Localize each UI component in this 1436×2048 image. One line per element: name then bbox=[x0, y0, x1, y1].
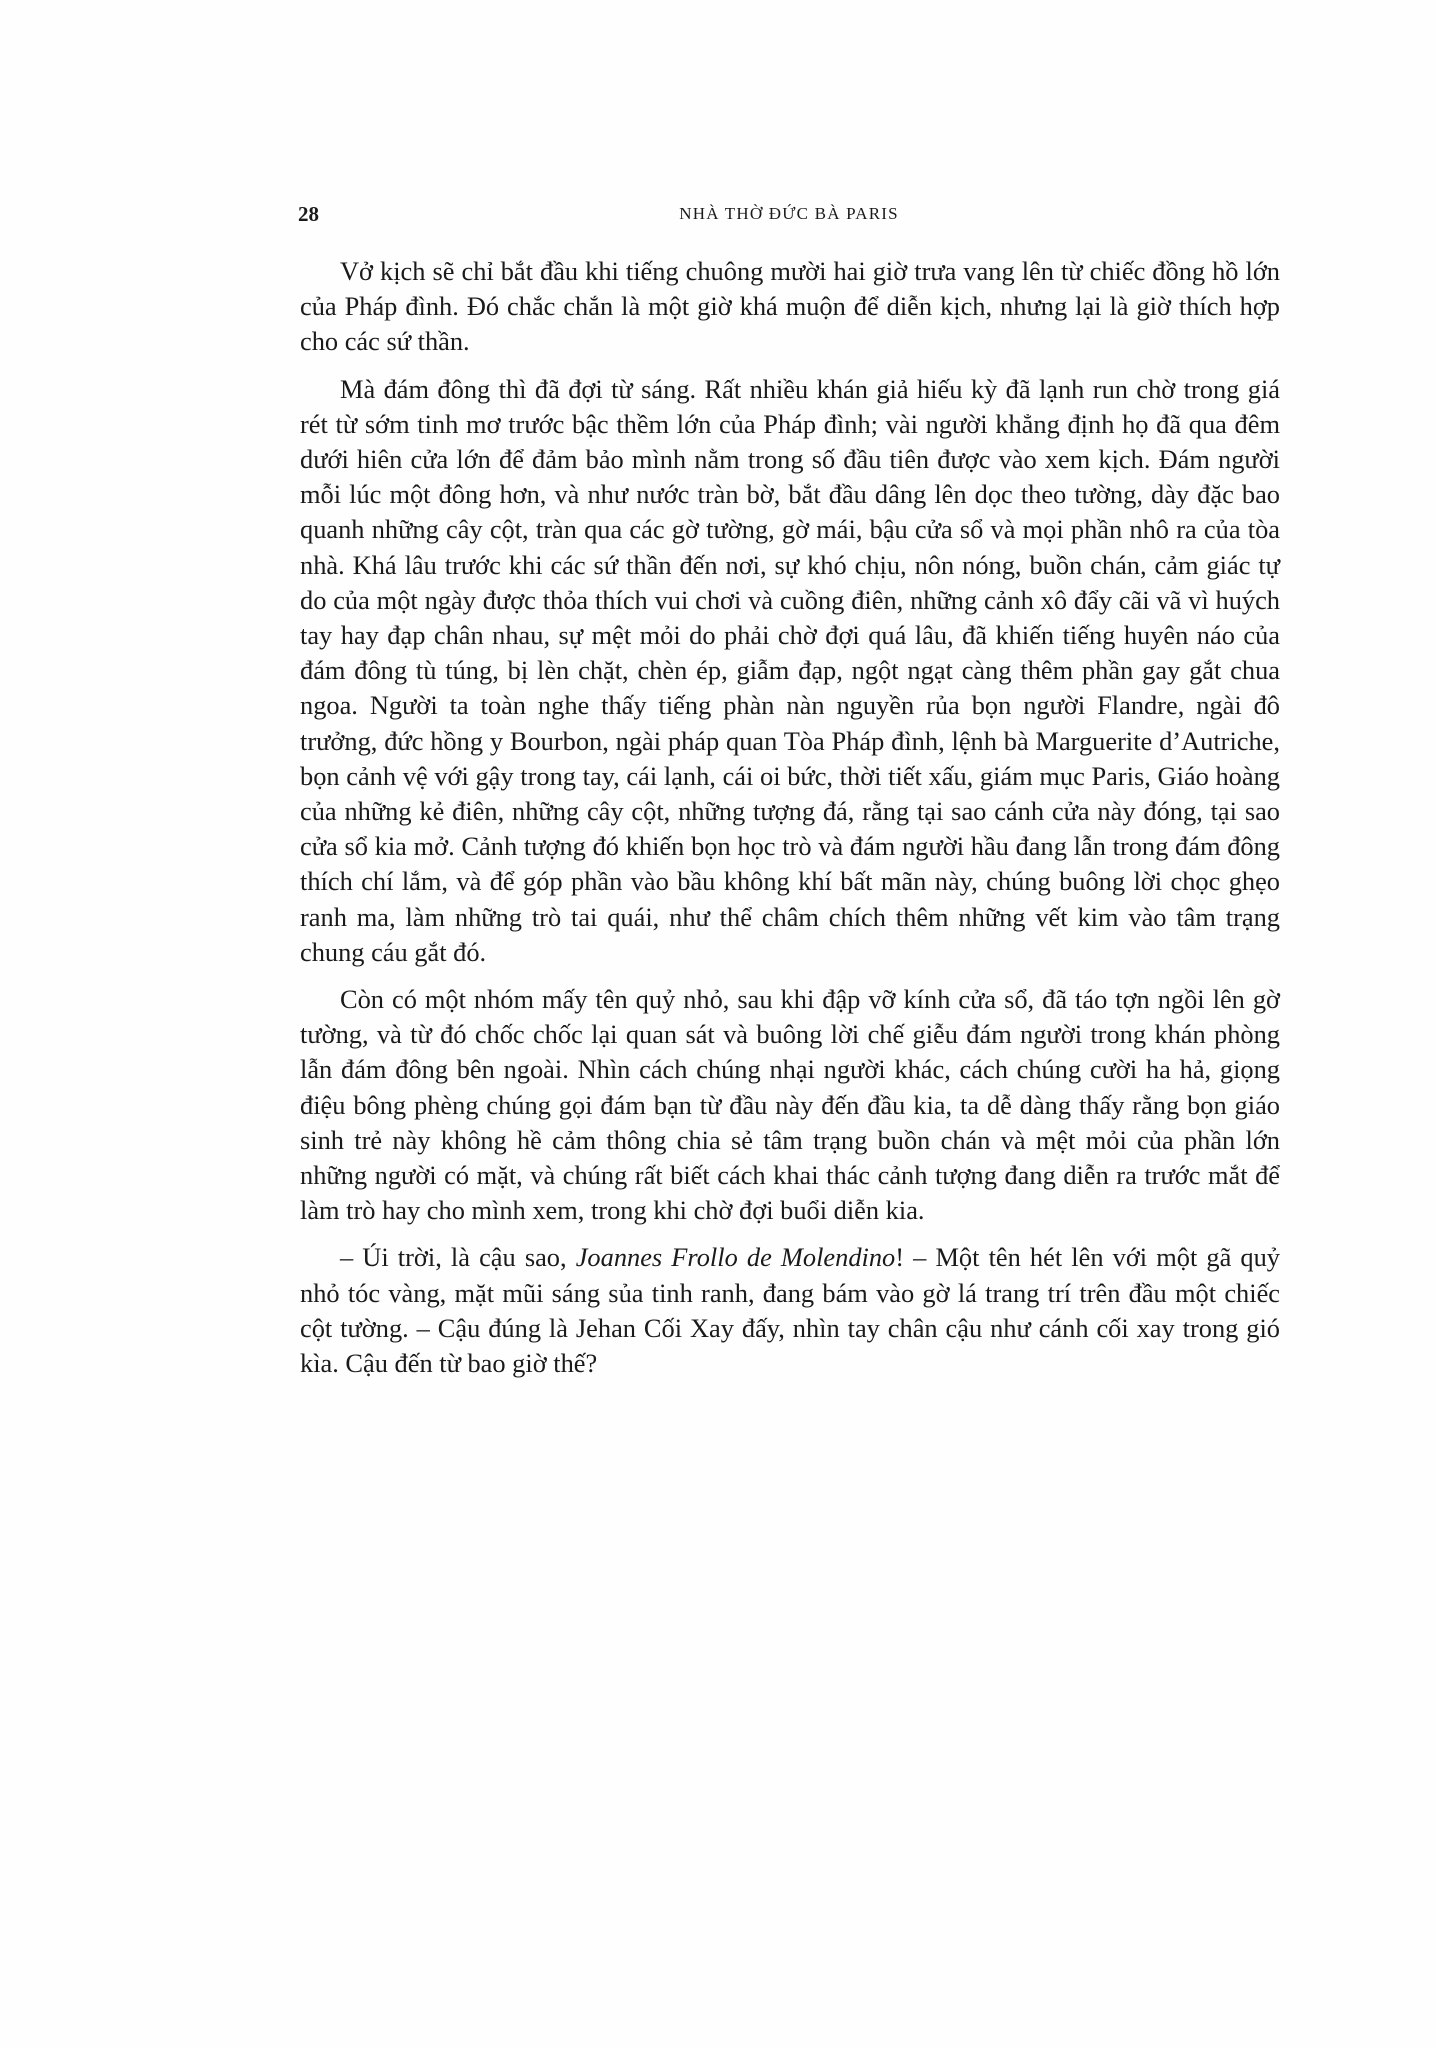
paragraph: Vở kịch sẽ chỉ bắt đầu khi tiếng chuông mười hai giờ trưa vang lên từ chiếc đồng hồ lớn của Pháp đình. Đó chắc chắn là một giờ khá muộn để diễn kịch, nhưng lại là giờ thích hợp cho các sứ thần. bbox=[300, 256, 1280, 357]
paragraph: Mà đám đông thì đã đợi từ sáng. Rất nhiều khán giả hiếu kỳ đã lạnh run chờ trong giá rét từ sớm tinh mơ trước bậc thềm lớn của Pháp đình; vài người khẳng định họ đã qua đêm dưới hiên cửa lớn để đảm bảo mình nằm trong số đầu tiên được vào xem kịch. Đám người mỗi lúc một đông hơn, và như nước tràn bờ, bắt đầu dâng lên dọc theo tường, dày đặc bao quanh những cây cột, tràn qua các gờ tường, gờ mái, bậu cửa sổ và mọi phần nhô ra của tòa nhà. Khá lâu trước khi các sứ thần đến nơi, sự khó chịu, nôn nóng, buồn chán, cảm giác tự do của một ngày được thỏa thích vui chơi và cuồng điên, những cảnh xô đẩy cãi vã vì huých tay hay đạp chân nhau, sự mệt mỏi do phải chờ đợi quá lâu, đã khiến tiếng huyên náo của đám đông tù túng, bị lèn chặt, chèn ép, giẫm đạp, ngột ngạt càng thêm phần gay gắt chua ngoa. Người ta toàn nghe thấy tiếng phàn nàn nguyền rủa bọn người Flandre, ngài đô trưởng, đức hồng y Bourbon, ngài pháp quan Tòa Pháp đình, lệnh bà Marguerite d’Autriche, bọn cảnh vệ với gậy trong tay, cái lạnh, cái oi bức, thời tiết xấu, giám mục Paris, Giáo hoàng của những kẻ điên, những cây cột, những tượng đá, rằng tại sao cánh cửa này đóng, tại sao cửa sổ kia mở. Cảnh tượng đó khiến bọn học trò và đám người hầu đang lẫn trong đám đông thích chí lắm, và để góp phần vào bầu không khí bất mãn này, chúng buông lời chọc ghẹo ranh ma, làm những trò tai quái, như thể châm chích thêm những vết kim vào tâm trạng chung cáu gắt đó. bbox=[300, 373, 1280, 967]
dialogue-continuation: ! – Một tên hét lên với một gã quỷ nhỏ tóc vàng, mặt mũi sáng sủa tinh ranh, đang bám vào gờ lá trang trí trên đầu một chiếc cột tường. – Cậu đúng là Jehan Cối Xay đấy, nhìn tay chân cậu như cánh cối xay trong gió kìa. Cậu đến từ bao giờ thế? bbox=[300, 1242, 1280, 1379]
page-number: 28 bbox=[298, 202, 319, 226]
running-header bbox=[298, 200, 1280, 232]
running-title: NHÀ THỜ ĐỨC BÀ PARIS bbox=[679, 204, 899, 223]
body-text bbox=[300, 254, 1280, 1393]
paragraph: Còn có một nhóm mấy tên quỷ nhỏ, sau khi đập vỡ kính cửa sổ, đã táo tợn ngồi lên gờ tường, và từ đó chốc chốc lại quan sát và buông lời chế giễu đám người trong khán phòng lẫn đám đông bên ngoài. Nhìn cách chúng nhại người khác, cách chúng cười ha hả, giọng điệu bông phèng chúng gọi đám bạn từ đầu này đến đầu kia, ta dễ dàng thấy rằng bọn giáo sinh trẻ này không hề cảm thông chia sẻ tâm trạng buồn chán và mệt mỏi của phần lớn những người có mặt, và chúng rất biết cách khai thác cảnh tượng đang diễn ra trước mắt để làm trò hay cho mình xem, trong khi chờ đợi buổi diễn kia. bbox=[300, 984, 1280, 1226]
paragraph-dialogue bbox=[300, 1240, 1280, 1381]
dialogue-opening: – Úi trời, là cậu sao, bbox=[340, 1242, 576, 1273]
latin-name-italic: Joannes Frollo de Molendino bbox=[575, 1242, 896, 1273]
